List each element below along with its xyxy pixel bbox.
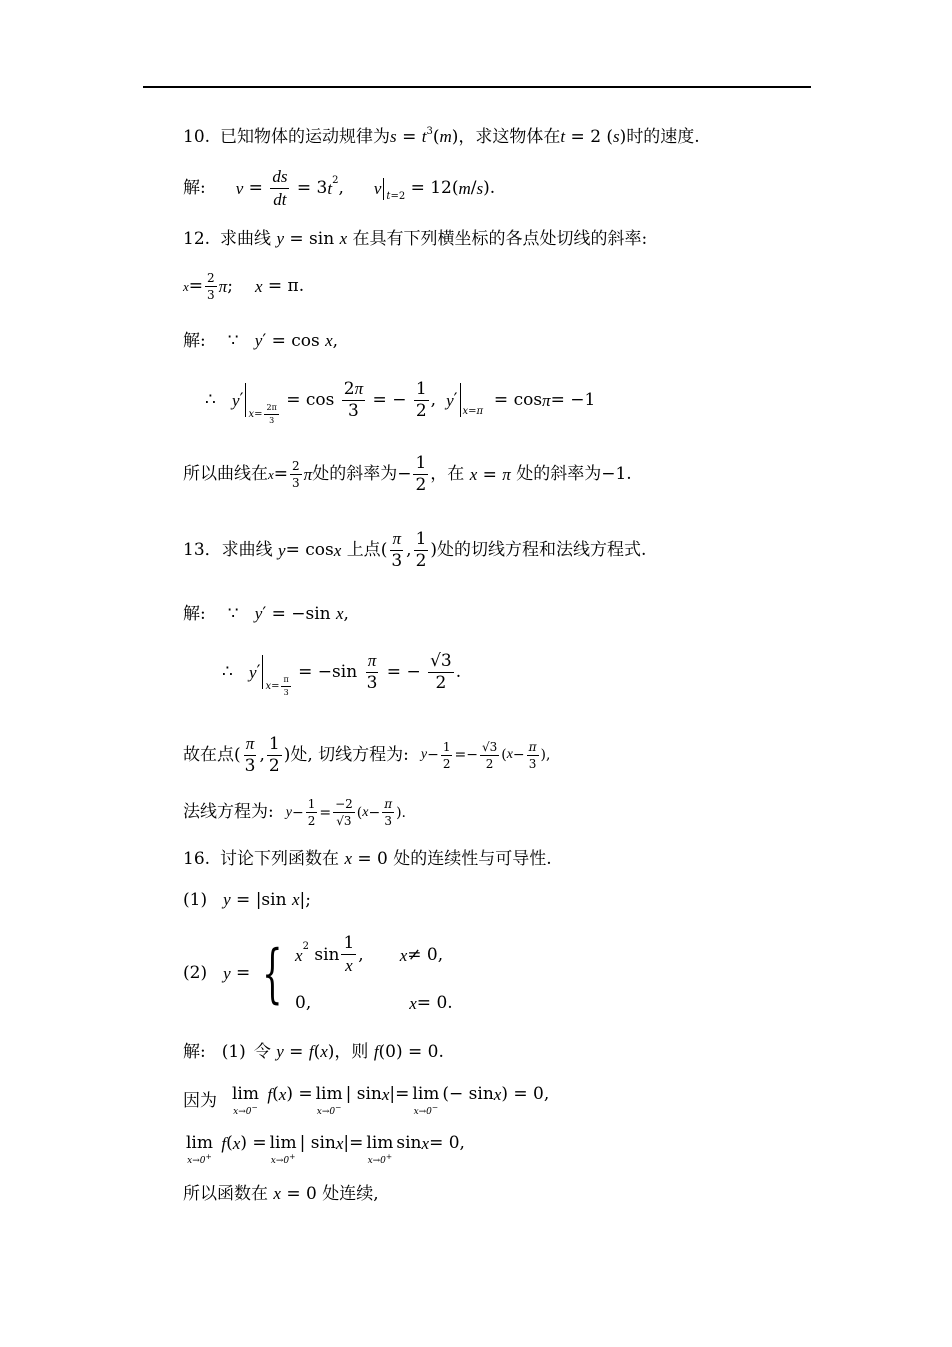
solution-12-conclusion — [183, 455, 632, 494]
problem-text: 求曲线 — [221, 539, 273, 560]
equation: −1. — [601, 464, 632, 484]
equation: ∴ y ′ x= $\frac{\pi}{3}$ = −sin $\frac{\pi}{3}$ = − $\frac{√3}{2}$ . — [222, 650, 462, 697]
equation: t = 2 (s) — [560, 127, 627, 147]
equation: y = cos x — [278, 539, 342, 560]
equation: ∵ y′ = cos x, — [227, 331, 339, 351]
problem-16-item-1 — [183, 891, 311, 909]
problem-text: ，求这物体在 — [458, 126, 561, 147]
equation: ( $\frac{\pi}{3}$ , $\frac{1}{2}$ ) — [380, 528, 438, 571]
solution-13-normal — [183, 798, 406, 827]
solution-label: 解: — [183, 603, 206, 624]
solution-10 — [183, 168, 495, 209]
equation: x = $\frac{2}{3}$ π — [268, 459, 313, 490]
equation: $s = t^3(m)$ — [390, 126, 459, 147]
solution-text: ，在 — [430, 464, 465, 484]
solution-label: 解: — [183, 1041, 206, 1062]
solution-12-derivative — [183, 332, 338, 350]
problem-text: 求曲线 — [220, 228, 272, 249]
equation: f(0) = 0. — [373, 1042, 444, 1062]
solution-12-values — [205, 378, 596, 425]
problem-text: 时的速度. — [626, 126, 700, 147]
equation: x = 0 — [273, 1184, 323, 1204]
solution-text: 所以曲线在 — [183, 464, 268, 484]
equation: ∴ y ′ x= $\frac{2\pi}{3}$ = cos $\frac{2\pi}{3}$ = − $\frac{1}{2}$ , y ′ x=π = cos π = −1 — [205, 378, 596, 425]
problem-12 — [183, 230, 647, 248]
problem-16-item-2 — [183, 935, 453, 1012]
problem-text: 上点 — [346, 539, 381, 560]
problem-text: 已知物体的运动规律为 — [220, 126, 391, 147]
problem-number: 12. — [183, 228, 211, 249]
solution-13-derivative — [183, 605, 349, 623]
problem-number: 10. — [183, 126, 211, 147]
solution-text: 处, 切线方程为: — [290, 744, 409, 765]
solution-text: ，则 — [334, 1041, 369, 1062]
problem-number: 16. — [183, 848, 211, 869]
equation: x = 0 — [344, 849, 394, 869]
solution-16-right-limit — [183, 1135, 465, 1166]
problem-number: 13． — [183, 539, 222, 560]
equation: y = { x 2 sin $\frac{1}{x}$ , x ≠ 0, 0, x = 0. — [223, 933, 453, 1013]
item-number: (2) — [183, 963, 208, 983]
problem-text: 讨论下列函数在 — [220, 848, 340, 869]
solution-text: 处连续, — [322, 1183, 379, 1204]
solution-text: 处的斜率为 — [312, 464, 398, 484]
equation: y = f(x) — [276, 1042, 335, 1062]
equation: ( $\frac{\pi}{3}$ , $\frac{1}{2}$ ) — [234, 733, 291, 776]
solution-label: 解: — [183, 178, 206, 198]
item-number: (1) — [221, 1041, 246, 1062]
solution-text: 因为 — [183, 1091, 217, 1111]
equation: y − $\frac{1}{2}$ = $\frac{-2}{√3}$ ( x − $\frac{\pi}{3}$ ). — [285, 797, 406, 828]
equation: x = π — [469, 464, 511, 485]
solution-text: 令 — [253, 1041, 271, 1062]
solution-text: 所以函数在 — [183, 1183, 268, 1204]
solution-text: 法线方程为: — [183, 802, 274, 822]
equation: y − $\frac{1}{2}$ =− $\frac{√3}{2}$ ( x − $\frac{\pi}{3}$ ), — [420, 739, 551, 771]
header-rule — [143, 86, 811, 88]
problem-10 — [183, 128, 700, 146]
solution-16-setup — [183, 1043, 444, 1061]
equation: lim x→0+ f ( x ) = lim x→0+ | sin x |= lim x→0+ sin x = 0, — [186, 1133, 465, 1166]
solution-text: 处的斜率为 — [516, 464, 602, 484]
problem-text: 处的连续性与可导性. — [393, 848, 552, 869]
problem-text: 处的切线方程和法线方程式. — [437, 539, 647, 560]
problem-16 — [183, 850, 552, 868]
problem-text: 在具有下列横坐标的各点处切线的斜率: — [352, 228, 648, 249]
equation: lim x→0− f ( x ) = lim x→0− | sin x |= lim x→0− (− sin x ) = 0, — [232, 1084, 550, 1117]
equation: − $\frac{1}{2}$ — [397, 453, 427, 495]
problem-13 — [183, 530, 646, 570]
solution-16-conclusion — [183, 1185, 379, 1203]
equation: v = $\frac{ds}{dt}$ = 3 t 2 , v t=2 = 12( m / s ). — [235, 167, 496, 209]
equation: ∵ y′ = −sin x, — [227, 604, 349, 624]
solution-13-value — [222, 650, 462, 697]
equation: x = $\frac{2}{3}$ π ; x = π. — [183, 271, 305, 302]
equation: y = |sin x|; — [223, 890, 311, 910]
solution-13-tangent — [183, 735, 550, 775]
solution-text: 故在点 — [183, 744, 234, 765]
equation: y = sin x — [276, 229, 348, 249]
item-number: (1) — [183, 889, 208, 910]
problem-12-points — [183, 272, 304, 301]
solution-label: 解: — [183, 330, 206, 351]
solution-16-left-limit — [183, 1086, 549, 1117]
